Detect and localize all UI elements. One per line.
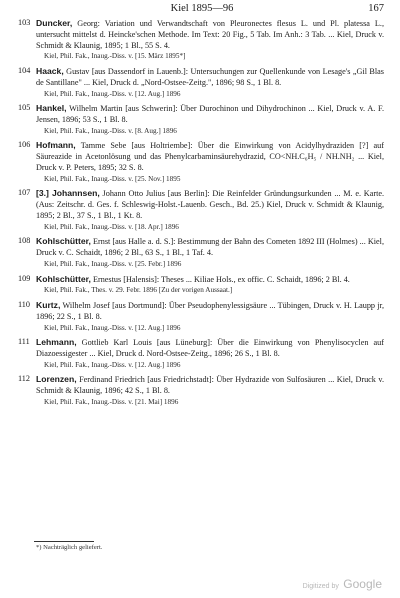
entry-text: Georg: Variation und Verwandtschaft von Pleuronectes flesus L. und Pl. platessa L., untersucht mittelst d. Heincke'schen Methode. Im Text: 20 Fig., 5 Tab. Im Anh.: 3 Tab. ... Kiel, Druck v. Schmidt & Klaunig, 1895; 1 Bl., 55 S. 4. — [36, 19, 384, 50]
entry-author: Hofmann, — [36, 140, 76, 151]
entry-number: 106 — [18, 140, 31, 150]
entry-thesis-note: Kiel, Phil. Fak., Inaug.-Diss. v. [12. Aug.] 1896 — [44, 89, 181, 98]
entry-thesis-note: Kiel, Phil. Fak., Inaug.-Diss. v. [12. Aug.] 1896 — [44, 323, 181, 332]
entry-thesis-note: Kiel, Phil. Fak., Inaug.-Diss. v. [18. Apr.] 1896 — [44, 222, 179, 231]
entry-number: 103 — [18, 18, 31, 27]
entry-author: Lorenzen, — [36, 374, 77, 385]
entry-text: Wilhelm Martin [aus Schwerin]: Über Durochinon und Dihydrochinon ... Kiel, Druck v. A. F. Jensen, 1896; 53 S., 1 Bl. 8. — [36, 104, 384, 124]
watermark-prefix: Digitized by — [302, 583, 339, 590]
entry-text: Ferdinand Friedrich [aus Friedrichstadt]: Über Hydrazide von Sulfosäuren ... Kiel, Druck v. Schmidt & Klaunig, 1896; 42 S., 1 Bl. 8. — [36, 375, 384, 396]
entry-number: 112 — [18, 374, 30, 384]
entry-thesis-note: Kiel, Phil. Fak., Inaug.-Diss. v. [21. Mai] 1896 — [44, 397, 179, 406]
entry-body — [36, 103, 384, 136]
catalog-entry — [18, 274, 384, 296]
entry-body — [36, 337, 384, 370]
catalog-entry — [18, 140, 384, 183]
catalog-entry — [18, 103, 384, 136]
entry-author: Kohlschütter, — [36, 273, 91, 284]
google-logo: Google — [343, 577, 382, 591]
entry-body — [36, 374, 384, 407]
entry-text: Tamme Sebe [aus Holtriembe]: Über die Einwirkung von Acidylhydraziden [?] auf Säureazide in Acetonlösung und das Phenylcarbaminsäurehydrazid, CO<NH.C₆H₅ / NH.NH₂ ... Kiel, Druck v. P. Peters, 1895; 32 S. 8. — [36, 141, 384, 172]
entry-number: 104 — [18, 65, 31, 75]
entry-number: 109 — [18, 273, 31, 283]
catalog-entry — [18, 300, 384, 333]
entry-number: 111 — [18, 337, 30, 347]
catalog-entry — [18, 66, 384, 99]
entry-number: 107 — [18, 188, 31, 198]
entry-text: Gustav [aus Dassendorf in Lauenb.]: Untersuchungen zur Quellenkunde von Lesage's „Gil Blas de Santillane" ... Kiel, Druck d. „Nord-Ostsee-Zeitg.", 1896; 98 S., 1 Bl. 8. — [36, 66, 384, 87]
catalog-entry — [18, 337, 384, 370]
entry-author: Haack, — [36, 65, 64, 76]
entry-body — [36, 140, 384, 183]
entry-body — [36, 236, 384, 269]
catalog-entry — [18, 374, 384, 407]
entry-thesis-note: Kiel, Phil. Fak., Inaug.-Diss. v. [8. Aug.] 1896 — [44, 126, 177, 135]
entry-body — [36, 66, 384, 99]
catalog-entry — [18, 236, 384, 269]
entry-text: Gottlieb Karl Louis [aus Lüneburg]: Über die Einwirkung von Phenylisocyclen auf Diazoessigester ... Kiel, Druck d. Nord-Ostsee-Zeitg., 1896; 26 S., 1 Bl. 8. — [36, 338, 384, 358]
entry-author: Duncker, — [36, 18, 73, 28]
catalog-entries — [18, 18, 384, 411]
entry-thesis-note: Kiel, Phil. Fak., Thes. v. 29. Febr. 1896 [Zu der vorigen Aussaat.] — [44, 286, 233, 295]
entry-body — [36, 18, 384, 61]
entry-author: Kohlschütter, — [36, 236, 91, 247]
footnote-divider — [34, 541, 94, 542]
entry-number: 105 — [18, 103, 31, 113]
entry-text: Wilhelm Josef [aus Dortmund]: Über Pseudophenylessigsäure ... Tübingen, Druck v. H. Laupp jr, 1896; 22 S., 1 Bl. 8. — [36, 300, 384, 321]
catalog-entry — [18, 18, 384, 61]
entry-author: Kurtz, — [36, 299, 61, 310]
entry-text: Ernestus [Halensis]: Theses ... Kiliae Hols., ex offic. C. Schaidt, 1896; 2 Bl. 4. — [92, 274, 350, 284]
entry-body — [36, 274, 384, 296]
entry-text: Johann Otto Julius [aus Berlin]: Die Reinfelder Gründungsurkunden ... M. e. Karte. (Aus: Zeitschr. d. Ges. f. Schleswig-Holst.-Lauenb. Gesch., Bd. 25.) Kiel, Druck v. Schmidt & Klaunig, 1895; 2 Bl., 37 S., 1 Bl., 1 Kt. 8. — [36, 189, 385, 220]
entry-author: Lehmann, — [36, 337, 77, 348]
footnote: *) Nachträglich geliefert. — [36, 544, 103, 551]
entry-number: 108 — [18, 236, 31, 246]
page-number: 167 — [368, 3, 384, 14]
entry-text: Ernst [aus Halle a. d. S.]: Bestimmung der Bahn des Cometen 1892 III (Holmes) ... Kiel, Druck v. C. Schaidt, 1896; 2 Bl., 63 S., 1 Bl., 1 Taf. 4. — [36, 237, 384, 258]
page-header — [20, 3, 384, 19]
running-title: Kiel 1895—96 — [170, 3, 234, 14]
entry-thesis-note: Kiel, Phil. Fak., Inaug.-Diss. v. [12. Aug.] 1896 — [44, 360, 181, 369]
entry-thesis-note: Kiel, Phil. Fak., Inaug.-Diss. v. [25. Febr.] 1896 — [44, 259, 182, 268]
catalog-entry — [18, 188, 384, 231]
entry-thesis-note: Kiel, Phil. Fak., Inaug.-Diss. v. [15. März 1895*] — [44, 52, 186, 61]
entry-body — [36, 188, 384, 231]
entry-author: Hankel, — [36, 103, 67, 114]
entry-thesis-note: Kiel, Phil. Fak., Inaug.-Diss. v. [25. Nov.] 1895 — [44, 174, 181, 183]
digitized-watermark — [303, 575, 382, 593]
entry-author: [3.] Johannsen, — [36, 188, 100, 199]
entry-body — [36, 300, 384, 333]
entry-number: 110 — [18, 299, 30, 309]
